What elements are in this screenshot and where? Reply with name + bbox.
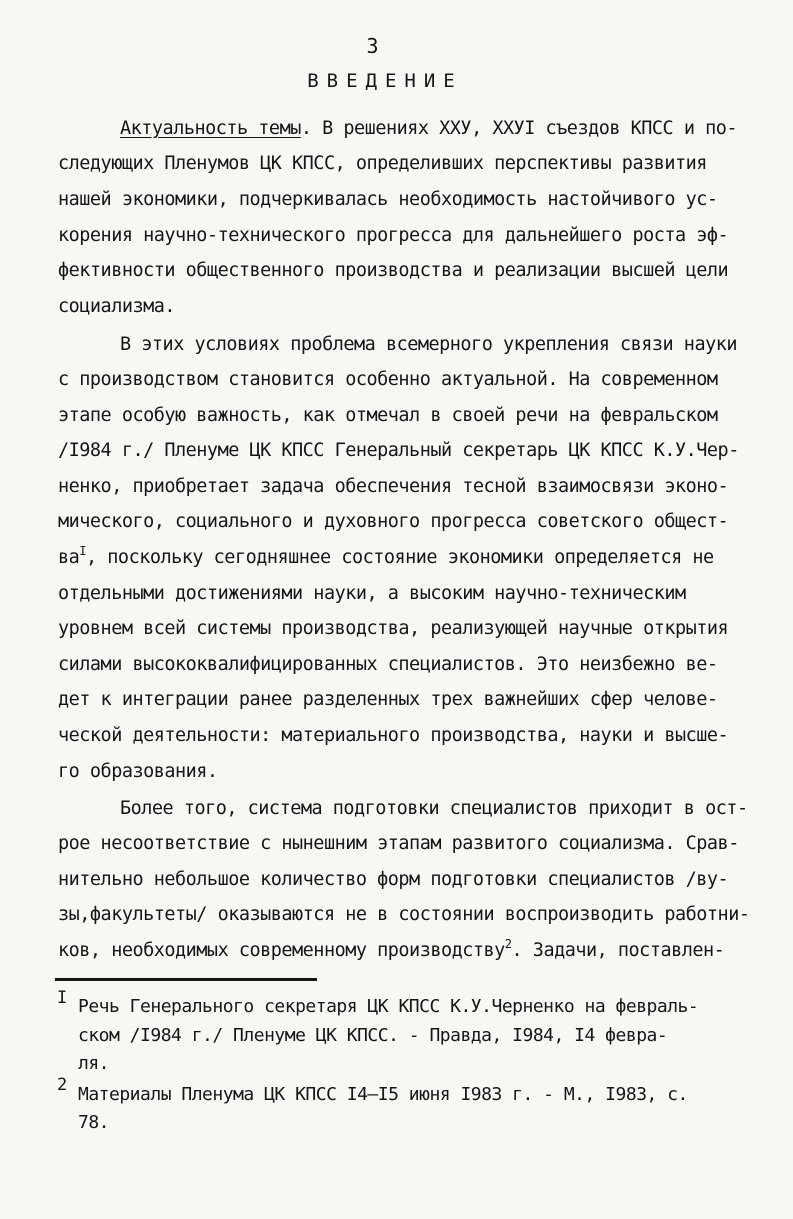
text-line: нашей экономики, подчеркивалась необходимость настойчивого ус-: [58, 189, 718, 210]
text-line: социализма.: [58, 296, 176, 317]
text-line: дет к интеграции ранее разделенных трех важнейших сфер челове-: [58, 689, 718, 710]
text-line: фективности общественного производства и реализации высшей цели: [58, 260, 729, 281]
text-line: мического, социального и духовного прогресса советского общест-: [58, 511, 729, 532]
text-line: силами высококвалифицированных специалистов. Это неизбежно ве-: [58, 654, 718, 675]
text-line: ческой деятельности: материального производства, науки и высше-: [58, 725, 729, 746]
text-line: корения научно-технического прогресса для дальнейшего роста эф-: [58, 225, 729, 246]
text-line: зы,факультеты/ оказываются не в состоянии воспроизводить работни-: [58, 904, 750, 925]
text-line: уровнем всей системы производства, реализующей научные открытия: [58, 618, 729, 639]
text-line: отдельными достижениями науки, а высоким научно-техническим: [58, 583, 686, 604]
text-line: ненко, приобретает задача обеспечения тесной взаимосвязи эконо-: [58, 476, 729, 497]
text-line: Более того, система подготовки специалистов приходит в ост-: [120, 798, 748, 819]
footnote-line: Материалы Пленума ЦК КПСС I4—I5 июня I983 г. - М., I983, с.: [78, 1084, 688, 1105]
footnote-mark: 2: [57, 1075, 68, 1095]
topic-title: Актуальность темы: [120, 118, 301, 139]
footnote-ref: 2: [504, 937, 512, 951]
footnote-divider: [55, 978, 317, 981]
footnote-line: ля.: [78, 1053, 110, 1074]
text-line: этапе особую важность, как отмечал в своей речи на февральском: [58, 405, 718, 426]
text-line: /I984 г./ Пленуме ЦК КПСС Генеральный секретарь ЦК КПСС К.У.Чер-: [58, 440, 739, 461]
text-line: Актуальность темы. В решениях XXУ, XXУI съездов КПСС и по-: [120, 118, 738, 139]
text-line: $ва^I$, поскольку сегодняшнее состояние экономики определяется не: [58, 544, 714, 568]
footnote-ref: I: [79, 544, 87, 558]
text-line: с производством становится особенно актуальной. На современном: [58, 369, 718, 390]
text-line: следующих Пленумов ЦК КПСС, определивших перспективы развития: [58, 153, 707, 174]
text-line: го образования.: [58, 761, 218, 782]
page-number: 3: [366, 34, 379, 58]
footnote-mark: I: [57, 988, 68, 1008]
text-line: В этих условиях проблема всемерного укрепления связи науки: [120, 334, 738, 355]
text-line: рое несоответствие с нынешним этапам развитого социализма. Срав-: [58, 833, 739, 854]
footnote-line: Речь Генерального секретаря ЦК КПСС К.У.Черненко на февраль-: [78, 996, 699, 1017]
footnote-line: ском /I984 г./ Пленуме ЦК КПСС. - Правда, I984, I4 февра-: [78, 1025, 668, 1046]
footnote-line: 78.: [78, 1112, 110, 1133]
text-line: ков, необходимых современному производству$^2$. Задачи, поставлен-: [58, 937, 725, 961]
section-heading: ВВЕДЕНИЕ: [307, 70, 463, 92]
text-line: нительно небольшое количество форм подготовки специалистов /ву-: [58, 869, 729, 890]
